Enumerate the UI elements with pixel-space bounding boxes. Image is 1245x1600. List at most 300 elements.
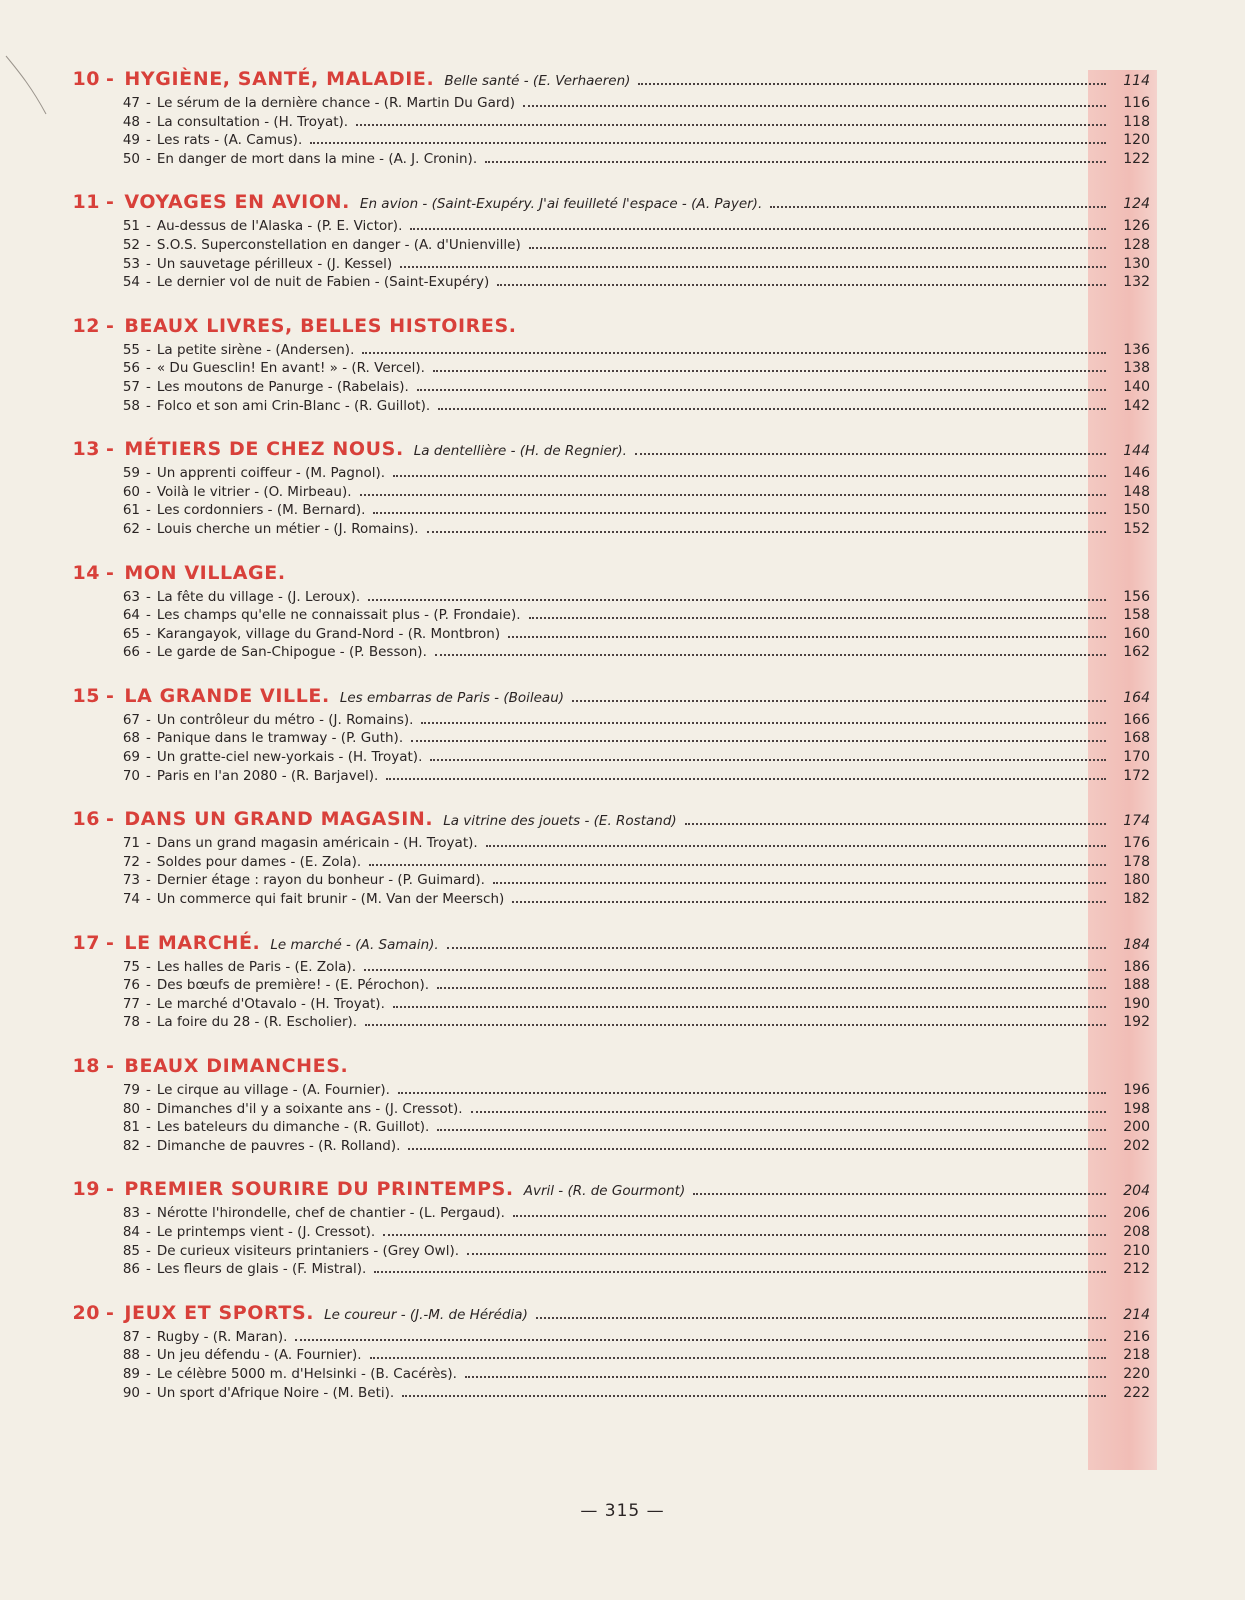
entry-list [40,218,1160,292]
entry-dash: - [146,1384,151,1401]
entry-number: 83 [122,1205,140,1222]
entry-number: 66 [122,644,140,661]
dot-leader [383,1234,1106,1236]
section-title: VOYAGES EN AVION. [124,191,350,214]
entry-dash: - [146,255,151,272]
entry-title: Le garde de San-Chipogue - (P. Besson). [156,644,427,661]
entry-page-number: 218 [1123,1347,1150,1364]
section-title: HYGIÈNE, SANTÉ, MALADIE. [124,68,435,90]
entry-number: 79 [122,1082,140,1098]
entry-number: 62 [122,520,140,537]
dot-leader [410,228,1106,230]
section-number: 10 [72,68,100,90]
entry-page-number: 212 [1123,1261,1150,1278]
entry-number: 65 [122,625,140,642]
entry-dash: - [146,644,151,661]
dot-leader [693,1193,1106,1195]
entry-page-number: 160 [1123,625,1150,642]
toc-section [40,438,1160,539]
entry-page-number: 200 [1123,1119,1150,1136]
dot-leader [486,845,1106,847]
entry-dash: - [146,113,151,130]
toc-entry [40,626,1160,645]
section-heading [40,1055,1160,1082]
toc-entry [40,1366,1160,1385]
entry-dash: - [146,378,151,395]
entry-page-number: 120 [1123,132,1150,149]
dot-leader [465,1376,1106,1378]
entry-title: En danger de mort dans la mine - (A. J. Cronin). [156,150,478,167]
section-number: 11 [72,191,100,214]
section-page-number: 184 [1123,936,1150,953]
dot-leader [572,700,1106,702]
entry-dash: - [146,625,151,642]
entry-dash: - [146,749,151,766]
toc-entry [40,835,1160,854]
dot-leader [402,1395,1106,1397]
entry-page-number: 122 [1123,150,1150,167]
entry-number: 73 [122,872,140,889]
dot-leader [374,1271,1106,1273]
section-dash: - [106,438,115,461]
dot-leader [370,1357,1106,1359]
toc-section [40,1302,1160,1403]
entry-number: 49 [122,132,140,149]
dot-leader [493,882,1106,884]
section-number: 13 [72,438,100,461]
entry-title: S.O.S. Superconstellation en danger - (A. d'Unienville) [156,236,521,253]
dot-leader [513,1215,1106,1217]
entry-list [40,712,1160,786]
section-title: BEAUX LIVRES, BELLES HISTOIRES. [124,314,517,337]
entry-page-number: 198 [1123,1100,1150,1117]
dot-leader [529,247,1106,249]
dot-leader [471,1111,1106,1113]
dot-leader [360,494,1106,496]
toc-entry [40,465,1160,484]
toc-entry [40,891,1160,910]
entry-page-number: 140 [1123,378,1150,395]
section-title: LE MARCHÉ. [124,931,261,954]
entry-number: 86 [122,1261,140,1278]
entry-page-number: 116 [1123,95,1150,111]
entry-dash: - [146,465,151,482]
entry-page-number: 196 [1123,1082,1150,1098]
entry-dash: - [146,397,151,414]
entry-title: La petite sirène - (Andersen). [156,341,355,358]
toc-entry [40,379,1160,398]
toc-entry [40,274,1160,293]
entry-list [40,835,1160,909]
entry-title: Un jeu défendu - (A. Fournier). [156,1347,362,1364]
toc-entry [40,360,1160,379]
entry-dash: - [146,835,151,852]
entry-number: 89 [122,1365,140,1382]
entry-dash: - [146,1082,151,1098]
entry-title: Le célèbre 5000 m. d'Helsinki - (B. Cacérès). [156,1365,457,1382]
toc-entry [40,502,1160,521]
entry-number: 52 [122,236,140,253]
dot-leader [536,1317,1106,1319]
entry-title: Louis cherche un métier - (J. Romains). [156,520,419,537]
dot-leader [523,105,1106,107]
toc-section [40,1178,1160,1279]
entry-number: 47 [122,95,140,111]
entry-number: 67 [122,711,140,728]
entry-page-number: 170 [1123,749,1150,766]
entry-dash: - [146,520,151,537]
entry-number: 68 [122,730,140,747]
section-dash: - [106,1178,115,1201]
entry-title: La consultation - (H. Troyat). [156,113,349,130]
section-number: 18 [72,1055,100,1077]
section-poem: Le coureur - (J.-M. de Hérédia) [324,1306,528,1323]
toc-section [40,932,1160,1033]
dot-leader [635,453,1106,455]
entry-dash: - [146,236,151,253]
entry-list [40,95,1160,169]
entry-title: Les champs qu'elle ne connaissait plus - (P. Frondaie). [156,607,521,624]
entry-number: 85 [122,1242,140,1259]
section-heading [40,562,1160,589]
toc-entry [40,730,1160,749]
dot-leader [437,1129,1106,1131]
entry-title: Panique dans le tramway - (P. Guth). [156,730,404,747]
section-heading [40,438,1160,465]
entry-page-number: 138 [1123,360,1150,377]
toc-entry [40,1014,1160,1033]
entry-page-number: 118 [1123,113,1150,130]
entry-title: Dernier étage : rayon du bonheur - (P. Guimard). [156,872,485,889]
dot-leader [393,475,1106,477]
entry-page-number: 190 [1123,995,1150,1012]
entry-title: Soldes pour dames - (E. Zola). [156,853,362,870]
section-heading [40,315,1160,342]
section-dash: - [106,191,115,214]
entry-page-number: 216 [1123,1328,1150,1345]
section-dash: - [106,1301,115,1324]
toc-entry [40,712,1160,731]
entry-title: Les bateleurs du dimanche - (R. Guillot). [156,1119,430,1136]
entry-title: Un apprenti coiffeur - (M. Pagnol). [156,465,386,482]
entry-number: 80 [122,1100,140,1117]
dot-leader [398,1092,1106,1094]
entry-title: Un commerce qui fait brunir - (M. Van der Meersch) [156,891,505,908]
entry-title: Paris en l'an 2080 - (R. Barjavel). [156,767,379,784]
entry-dash: - [146,1137,151,1154]
entry-dash: - [146,1014,151,1031]
dot-leader [386,778,1106,780]
toc-entry [40,256,1160,275]
toc-entry [40,768,1160,787]
section-number: 16 [72,808,100,831]
section-poem: Le marché - (A. Samain). [270,936,439,953]
section-page-number: 174 [1123,813,1150,830]
entry-dash: - [146,150,151,167]
toc-entry [40,151,1160,170]
entry-dash: - [146,1328,151,1345]
entry-list [40,589,1160,663]
dot-leader [364,969,1106,971]
entry-number: 81 [122,1119,140,1136]
entry-page-number: 146 [1123,465,1150,482]
toc-entry [40,1119,1160,1138]
entry-page-number: 142 [1123,397,1150,414]
entry-number: 64 [122,607,140,624]
entry-page-number: 128 [1123,236,1150,253]
entry-number: 63 [122,588,140,605]
entry-dash: - [146,1261,151,1278]
entry-number: 69 [122,749,140,766]
entry-title: Folco et son ami Crin-Blanc - (R. Guillot). [156,397,431,414]
entry-dash: - [146,95,151,111]
toc-entry [40,996,1160,1015]
entry-page-number: 172 [1123,767,1150,784]
dot-leader [433,370,1106,372]
entry-list [40,1082,1160,1156]
toc-entry [40,1261,1160,1280]
dot-leader [430,759,1106,761]
entry-page-number: 188 [1123,977,1150,994]
entry-number: 58 [122,397,140,414]
section-page-number: 124 [1123,196,1150,213]
entry-number: 84 [122,1223,140,1240]
toc-entry [40,398,1160,417]
dot-leader [408,1148,1106,1150]
toc-entry [40,872,1160,891]
dot-leader [438,408,1106,410]
dot-leader [362,352,1106,354]
entry-page-number: 206 [1123,1205,1150,1222]
entry-title: Dimanches d'il y a soixante ans - (J. Cressot). [156,1100,463,1117]
entry-dash: - [146,274,151,291]
toc-entry [40,1347,1160,1366]
entry-title: Un sport d'Afrique Noire - (M. Beti). [156,1384,395,1401]
entry-page-number: 130 [1123,255,1150,272]
entry-number: 76 [122,977,140,994]
section-number: 12 [72,314,100,337]
entry-dash: - [146,341,151,358]
dot-leader [369,864,1106,866]
section-heading [40,1302,1160,1329]
entry-number: 75 [122,958,140,975]
entry-number: 55 [122,341,140,358]
dot-leader [373,512,1106,514]
section-title: BEAUX DIMANCHES. [124,1055,349,1077]
dot-leader [411,740,1106,742]
toc-entry [40,218,1160,237]
entry-page-number: 148 [1123,483,1150,500]
toc-entry [40,521,1160,540]
entry-number: 77 [122,995,140,1012]
entry-number: 71 [122,835,140,852]
section-heading [40,1178,1160,1205]
entry-dash: - [146,872,151,889]
entry-page-number: 150 [1123,502,1150,519]
section-page-number: 204 [1123,1183,1150,1200]
section-number: 20 [72,1301,100,1324]
entry-list [40,959,1160,1033]
toc-section [40,1055,1160,1156]
dot-leader [400,266,1106,268]
section-number: 17 [72,931,100,954]
entry-title: « Du Guesclin! En avant! » - (R. Vercel). [156,360,425,377]
section-page-number: 214 [1123,1306,1150,1323]
section-heading [40,808,1160,835]
dot-leader [508,636,1106,638]
toc-entry [40,132,1160,151]
section-dash: - [106,808,115,831]
section-title: MÉTIERS DE CHEZ NOUS. [124,438,404,461]
entry-dash: - [146,218,151,235]
section-page-number: 144 [1123,443,1150,460]
entry-title: Dimanche de pauvres - (R. Rolland). [156,1137,401,1154]
section-title: PREMIER SOURIRE DU PRINTEMPS. [124,1178,514,1201]
entry-page-number: 136 [1123,341,1150,358]
entry-page-number: 176 [1123,835,1150,852]
entry-title: Des bœufs de première! - (E. Pérochon). [156,977,430,994]
entry-number: 87 [122,1328,140,1345]
section-title: DANS UN GRAND MAGASIN. [124,808,434,831]
entry-title: Le marché d'Otavalo - (H. Troyat). [156,995,385,1012]
entry-title: Les rats - (A. Camus). [156,132,303,149]
section-poem: En avion - (Saint-Exupéry. J'ai feuilleté l'espace - (A. Payer). [359,196,763,213]
entry-title: Dans un grand magasin américain - (H. Troyat). [156,835,478,852]
entry-page-number: 222 [1123,1384,1150,1401]
section-page-number: 164 [1123,689,1150,706]
dot-leader [512,901,1106,903]
entry-page-number: 168 [1123,730,1150,747]
section-dash: - [106,561,115,584]
section-heading [40,191,1160,218]
toc-entry [40,484,1160,503]
entry-page-number: 156 [1123,588,1150,605]
entry-dash: - [146,1100,151,1117]
entry-number: 53 [122,255,140,272]
section-dash: - [106,314,115,337]
entry-page-number: 126 [1123,218,1150,235]
section-heading [40,932,1160,959]
entry-dash: - [146,360,151,377]
entry-page-number: 208 [1123,1223,1150,1240]
entry-dash: - [146,958,151,975]
entry-title: Karangayok, village du Grand-Nord - (R. Montbron) [156,625,501,642]
entry-title: Au-dessus de l'Alaska - (P. E. Victor). [156,218,403,235]
entry-list [40,342,1160,416]
section-poem: Les embarras de Paris - (Boileau) [339,689,565,706]
dot-leader [497,284,1106,286]
entry-dash: - [146,853,151,870]
entry-dash: - [146,502,151,519]
entry-dash: - [146,1242,151,1259]
section-heading [40,685,1160,712]
toc-entry [40,1329,1160,1348]
entry-page-number: 186 [1123,958,1150,975]
entry-title: La foire du 28 - (R. Escholier). [156,1014,358,1031]
dot-leader [447,947,1106,949]
entry-title: Le printemps vient - (J. Cressot). [156,1223,376,1240]
toc-section [40,315,1160,416]
toc-entry [40,589,1160,608]
entry-title: Un contrôleur du métro - (J. Romains). [156,711,414,728]
section-poem: Avril - (R. de Gourmont) [523,1183,686,1200]
toc-entry [40,1138,1160,1157]
dot-leader [638,83,1106,85]
entry-dash: - [146,1365,151,1382]
entry-dash: - [146,1223,151,1240]
section-poem: La vitrine des jouets - (E. Rostand) [443,813,677,830]
entry-page-number: 162 [1123,644,1150,661]
entry-dash: - [146,977,151,994]
entry-title: Un gratte-ciel new-yorkais - (H. Troyat). [156,749,423,766]
dot-leader [467,1253,1106,1255]
section-dash: - [106,684,115,707]
toc-section [40,685,1160,786]
entry-number: 60 [122,483,140,500]
dot-leader [427,531,1106,533]
entry-title: Voilà le vitrier - (O. Mirbeau). [156,483,352,500]
entry-dash: - [146,1205,151,1222]
entry-number: 56 [122,360,140,377]
entry-page-number: 192 [1123,1014,1150,1031]
entry-list [40,1205,1160,1279]
section-dash: - [106,931,115,954]
entry-title: Les cordonniers - (M. Bernard). [156,502,366,519]
toc-entry [40,854,1160,873]
dot-leader [365,1024,1106,1026]
entry-page-number: 166 [1123,711,1150,728]
entry-title: De curieux visiteurs printaniers - (Grey Owl). [156,1242,460,1259]
dot-leader [770,206,1106,208]
entry-number: 90 [122,1384,140,1401]
toc-entry [40,1205,1160,1224]
dot-leader [529,617,1106,619]
section-poem: Belle santé - (E. Verhaeren) [444,73,631,89]
entry-dash: - [146,1119,151,1136]
dot-leader [421,722,1106,724]
section-heading [40,68,1160,95]
entry-page-number: 158 [1123,607,1150,624]
entry-number: 51 [122,218,140,235]
toc-entry [40,1101,1160,1120]
toc-section [40,68,1160,169]
section-dash: - [106,68,115,90]
entry-number: 78 [122,1014,140,1031]
toc-section [40,808,1160,909]
entry-title: Les moutons de Panurge - (Rabelais). [156,378,409,395]
entry-dash: - [146,767,151,784]
entry-page-number: 202 [1123,1137,1150,1154]
toc-entry [40,644,1160,663]
section-number: 15 [72,684,100,707]
entry-title: Le cirque au village - (A. Fournier). [156,1082,390,1098]
entry-title: La fête du village - (J. Leroux). [156,588,361,605]
entry-page-number: 220 [1123,1365,1150,1382]
section-title: MON VILLAGE. [124,561,286,584]
entry-number: 48 [122,113,140,130]
entry-number: 70 [122,767,140,784]
entry-page-number: 178 [1123,853,1150,870]
entry-number: 61 [122,502,140,519]
entry-dash: - [146,995,151,1012]
dot-leader [435,654,1106,656]
entry-list [40,465,1160,539]
entry-title: Rugby - (R. Maran). [156,1328,288,1345]
entry-title: Un sauvetage périlleux - (J. Kessel) [156,255,393,272]
toc-entry [40,95,1160,114]
entry-page-number: 182 [1123,891,1150,908]
entry-page-number: 180 [1123,872,1150,889]
